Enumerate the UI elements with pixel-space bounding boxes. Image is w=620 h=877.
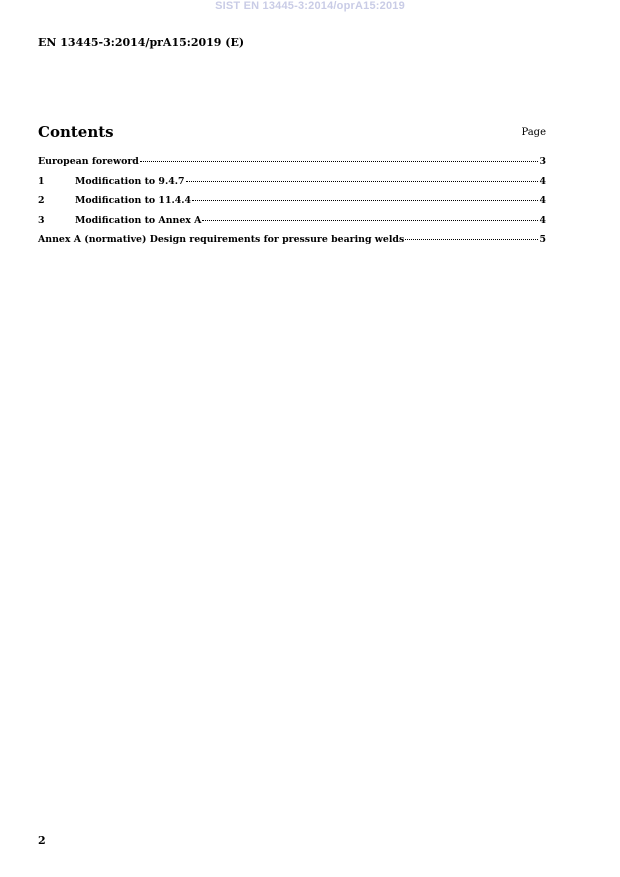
toc-leader-dots (140, 161, 539, 162)
toc-entry-page: 3 (539, 156, 546, 167)
contents-title: Contents (38, 123, 114, 141)
toc-leader-dots (192, 200, 538, 201)
toc-leader-dots (405, 239, 538, 240)
toc-entry-clause-2[interactable] (38, 195, 546, 215)
toc-entry-number: 3 (38, 214, 45, 226)
toc-entry-page: 4 (539, 175, 546, 187)
page-number: 2 (38, 834, 46, 847)
watermark: SIST EN 13445-3:2014/oprA15:2019 (215, 0, 405, 12)
toc-entry-title: Modification to 9.4.7 (75, 175, 185, 187)
toc-entry-clause-1[interactable] (38, 176, 546, 196)
document-id-header: EN 13445-3:2014/prA15:2019 (E) (38, 36, 245, 49)
table-of-contents (38, 156, 546, 254)
toc-entry-number: 1 (38, 175, 45, 187)
toc-entry-page: 5 (539, 234, 546, 245)
toc-entry-page: 4 (539, 195, 546, 206)
toc-entry-title: Annex A (normative) Design requirements for pressure bearing welds (38, 234, 405, 245)
toc-entry-number: 2 (38, 195, 45, 206)
toc-entry-title: Modification to 11.4.4 (75, 195, 192, 206)
page-column-label: Page (521, 127, 546, 138)
contents-heading (38, 123, 546, 143)
toc-entry-foreword[interactable] (38, 156, 546, 176)
toc-leader-dots (186, 181, 539, 182)
toc-entry-title: European foreword (38, 156, 139, 167)
toc-entry-annex-a[interactable] (38, 234, 546, 254)
toc-leader-dots (202, 220, 538, 221)
toc-entry-page: 4 (539, 214, 546, 226)
toc-entry-title: Modification to Annex A (75, 214, 202, 226)
toc-entry-clause-3[interactable] (38, 215, 546, 235)
